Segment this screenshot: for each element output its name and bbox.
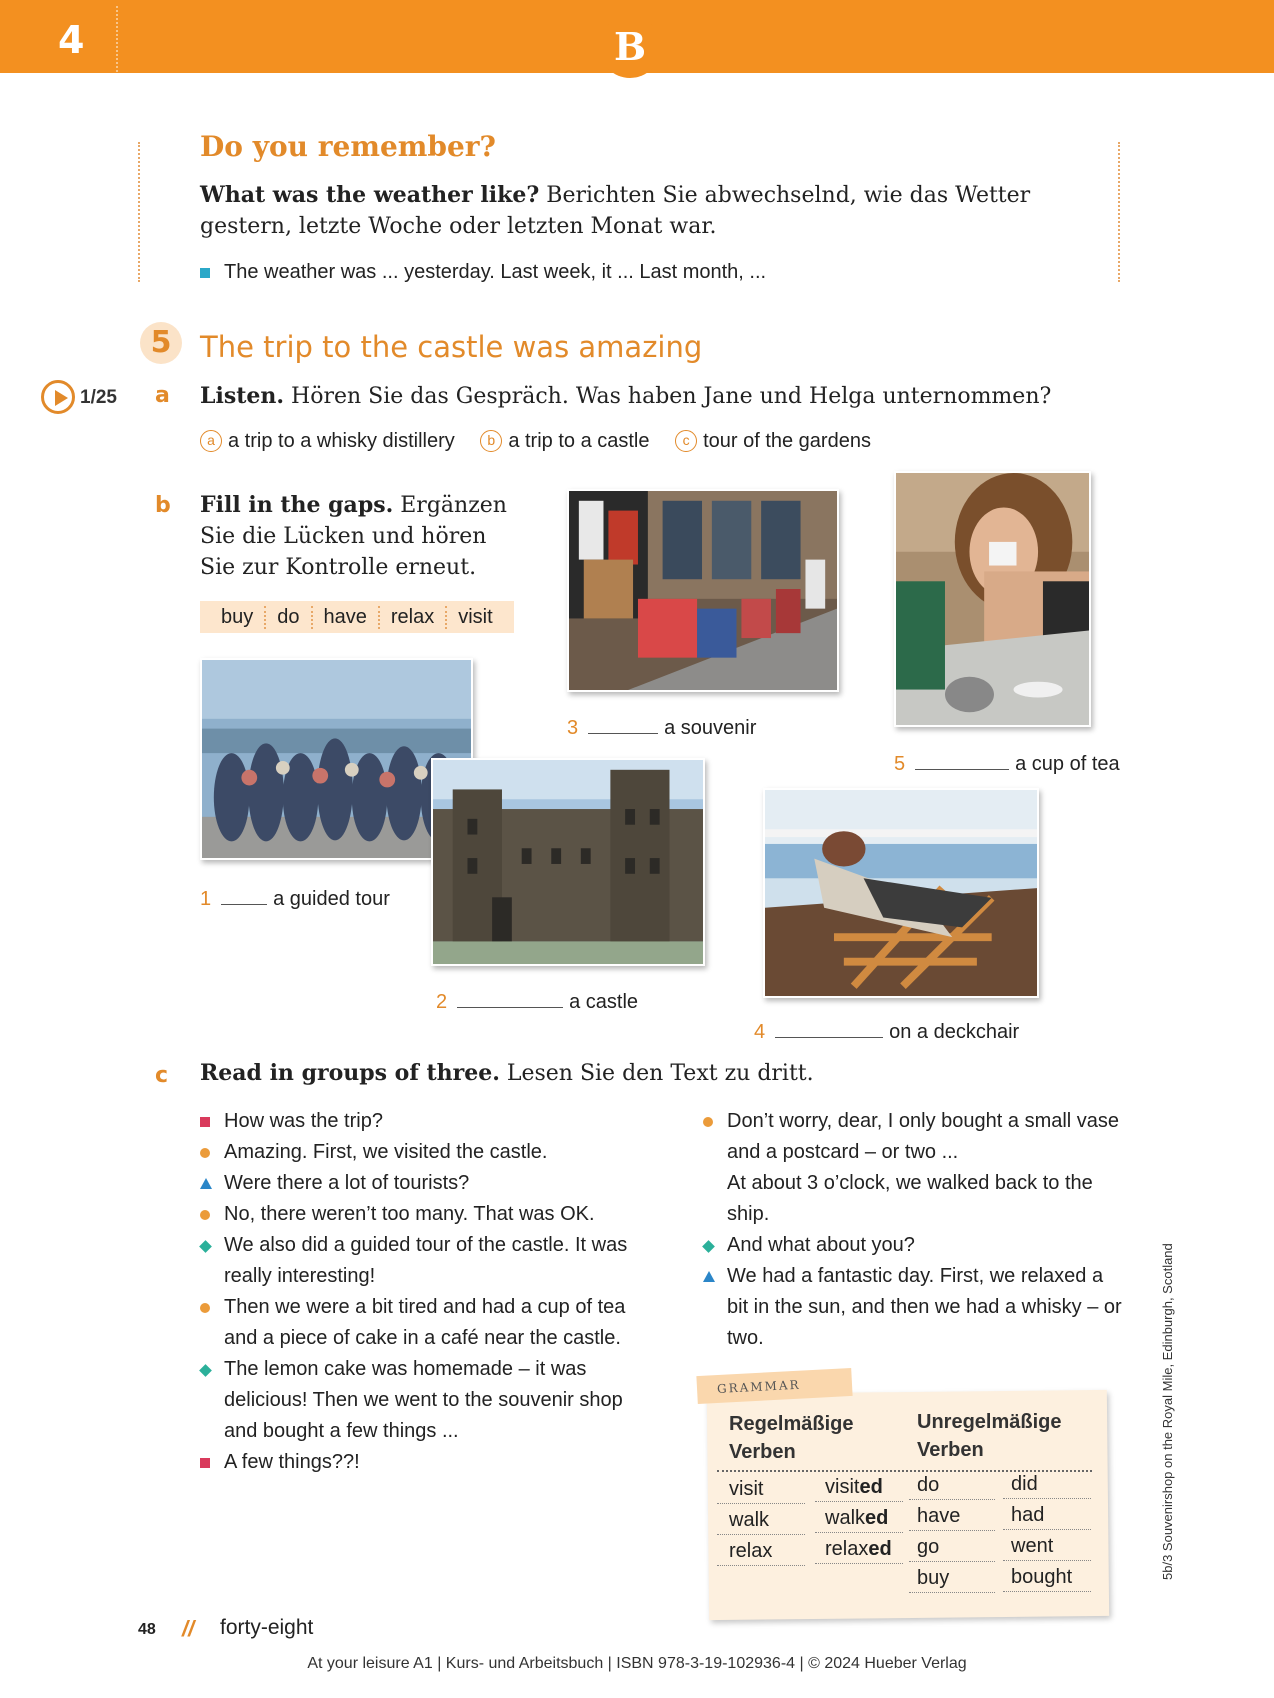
part-b-bold: Fill in the gaps. [200, 492, 394, 518]
grammar-regular-past: visited [815, 1472, 903, 1502]
gap-number: 4 [754, 1021, 766, 1043]
dialog-line [200, 1168, 640, 1199]
part-a-instruction [200, 383, 1051, 409]
dialog-text: We also did a guided tour of the castle. It was really interesting! [224, 1234, 628, 1287]
gap-number: 3 [567, 717, 579, 739]
dialog-text: And what about you? [727, 1234, 915, 1256]
dialog-text: We had a fantastic day. First, we relaxed a bit in the sun, and then we had a whisky – or two. [727, 1265, 1122, 1349]
page-number: 48 [138, 1621, 156, 1638]
option-a[interactable] [200, 430, 455, 453]
gap-4 [754, 1020, 1019, 1044]
dialog-line [703, 1261, 1123, 1354]
circle-bullet-icon [200, 1303, 210, 1313]
option-b-text: a trip to a castle [508, 430, 650, 452]
word-bank-item: relax [378, 606, 445, 629]
exercise-number: 5 [140, 322, 182, 364]
dialog-text-continued: At about 3 o’clock, we walked back to the ship. [727, 1172, 1093, 1225]
publisher-credit: At your leisure A1 | Kurs- und Arbeitsbuch | ISBN 978-3-19-102936-4 | © 2024 Hueber Verlag [307, 1655, 967, 1672]
word-bank-item: do [264, 606, 310, 629]
gap-3 [567, 716, 756, 740]
word-bank-item: visit [445, 606, 503, 629]
part-c-text: Lesen Sie den Text zu dritt. [499, 1061, 814, 1086]
grammar-irregular-past: bought [1003, 1562, 1091, 1592]
circle-bullet-icon [200, 1148, 210, 1158]
diamond-bullet-icon [199, 1364, 212, 1377]
dialog-text: Don’t worry, dear, I only bought a small vase and a postcard – or two ... [727, 1110, 1120, 1163]
part-c-letter: c [155, 1063, 169, 1088]
header-divider [116, 6, 118, 72]
grammar-irregular-base: go [909, 1532, 995, 1562]
dialog-line [200, 1354, 640, 1447]
remember-left-border [138, 142, 141, 282]
gap-number: 1 [200, 888, 212, 910]
circle-bullet-icon [703, 1117, 713, 1127]
remember-title: Do you remember? [200, 130, 496, 163]
option-b[interactable] [480, 430, 649, 453]
souvenir-shop-photo [567, 489, 839, 692]
grammar-regular-past: relaxed [815, 1534, 903, 1564]
castle-photo [431, 758, 705, 966]
exercise-title: The trip to the castle was amazing [200, 330, 703, 364]
audio-track-number: 1/25 [80, 387, 117, 408]
gap-5 [894, 752, 1120, 776]
dialog-text: How was the trip? [224, 1110, 383, 1132]
gap-blank[interactable] [457, 990, 563, 1008]
grammar-irregular-past: went [1003, 1531, 1091, 1561]
gap-blank[interactable] [915, 752, 1009, 770]
grammar-tag: GRAMMAR [696, 1368, 852, 1404]
gap-2 [436, 990, 638, 1014]
grammar-head-regular: Regelmäßige Verben [729, 1413, 854, 1463]
dialog-line [200, 1292, 640, 1354]
remember-instruction [200, 180, 1060, 242]
gap-blank[interactable] [588, 716, 658, 734]
part-a-bold: Listen. [200, 383, 285, 409]
remember-example-text: The weather was ... yesterday. Last week, it ... Last month, ... [224, 261, 767, 283]
photo-credit: 5b/3 Souvenirshop on the Royal Mile, Edinburgh, Scotland [1160, 1243, 1175, 1580]
word-bank [200, 601, 514, 633]
option-c-letter: c [675, 430, 697, 452]
dialog-text: Then we were a bit tired and had a cup of tea and a piece of cake in a café near the castle. [224, 1296, 626, 1349]
diamond-bullet-icon [702, 1240, 715, 1253]
dialog-line [200, 1447, 640, 1478]
remember-right-border [1118, 142, 1121, 282]
dialog-text: Amazing. First, we visited the castle. [224, 1141, 548, 1163]
dialog-text: Were there a lot of tourists? [224, 1172, 470, 1194]
dialog-line [200, 1230, 640, 1292]
square-bullet-icon [200, 268, 210, 278]
dialog-line [200, 1106, 640, 1137]
grammar-irregular-past: had [1003, 1500, 1091, 1530]
part-b-letter: b [155, 493, 171, 518]
part-a-text: Hören Sie das Gespräch. Was haben Jane und Helga unternommen? [284, 384, 1052, 409]
dialog-line [703, 1106, 1123, 1230]
part-c-bold: Read in groups of three. [200, 1060, 500, 1086]
play-audio-icon[interactable] [41, 380, 75, 414]
option-c[interactable] [675, 430, 871, 453]
dialog-text: No, there weren’t too many. That was OK. [224, 1203, 595, 1225]
gap-blank[interactable] [221, 887, 267, 905]
triangle-bullet-icon [200, 1178, 212, 1189]
grammar-irregular-base: buy [909, 1563, 995, 1593]
triangle-bullet-icon [703, 1271, 715, 1282]
square-bullet-icon [200, 1117, 210, 1127]
dialog-line [200, 1137, 640, 1168]
dialog-line [200, 1199, 640, 1230]
part-a-letter: a [155, 383, 170, 408]
remember-example [200, 261, 766, 284]
dialog-line [703, 1230, 1123, 1261]
grammar-irregular-past: did [1003, 1469, 1091, 1499]
grammar-regular-past: walked [815, 1503, 903, 1533]
page-separator: // [182, 1616, 195, 1641]
part-a-options [200, 430, 891, 453]
square-bullet-icon [200, 1458, 210, 1468]
grammar-regular-base: relax [717, 1536, 805, 1566]
dialog-left-column [200, 1106, 640, 1478]
deckchair-photo [763, 788, 1039, 998]
grammar-regular-base: visit [717, 1474, 805, 1504]
unit-number: 4 [58, 18, 85, 62]
gap-text: a castle [569, 991, 639, 1013]
page-number-words: forty-eight [220, 1616, 314, 1639]
gap-blank[interactable] [775, 1020, 883, 1038]
gap-1 [200, 887, 390, 911]
part-b-text: Ergänzen Sie die Lücken und hören Sie zur Kontrolle erneut. [200, 493, 507, 580]
part-c-instruction [200, 1060, 814, 1086]
word-bank-item: have [311, 606, 378, 629]
option-a-text: a trip to a whisky distillery [228, 430, 455, 452]
grammar-irregular-base: do [909, 1470, 995, 1500]
gap-text: a souvenir [664, 717, 757, 739]
dialog-text: The lemon cake was homemade – it was delicious! Then we went to the souvenir shop and bought a few things ... [224, 1358, 623, 1442]
option-a-letter: a [200, 430, 222, 452]
remember-question: What was the weather like? [200, 182, 540, 208]
section-letter-badge: B [599, 16, 661, 78]
gap-text: a cup of tea [1015, 753, 1120, 775]
grammar-head-irregular: Unregelmäßige Verben [917, 1411, 1062, 1461]
remember-instruction-text: Berichten Sie abwechselnd, wie das Wetter gestern, letzte Woche oder letzten Monat war. [200, 183, 1031, 239]
tea-photo [894, 471, 1091, 727]
option-b-letter: b [480, 430, 502, 452]
gap-number: 2 [436, 991, 448, 1013]
dialog-right-column [703, 1106, 1123, 1354]
word-bank-item: buy [221, 605, 254, 628]
circle-bullet-icon [200, 1210, 210, 1220]
grammar-irregular-base: have [909, 1501, 995, 1531]
dialog-text: A few things??! [224, 1451, 360, 1473]
gap-text: on a deckchair [889, 1021, 1020, 1043]
part-b-instruction [200, 490, 520, 583]
gap-text: a guided tour [273, 888, 390, 910]
diamond-bullet-icon [199, 1240, 212, 1253]
option-c-text: tour of the gardens [703, 430, 871, 452]
grammar-regular-base: walk [717, 1505, 805, 1535]
gap-number: 5 [894, 753, 906, 775]
